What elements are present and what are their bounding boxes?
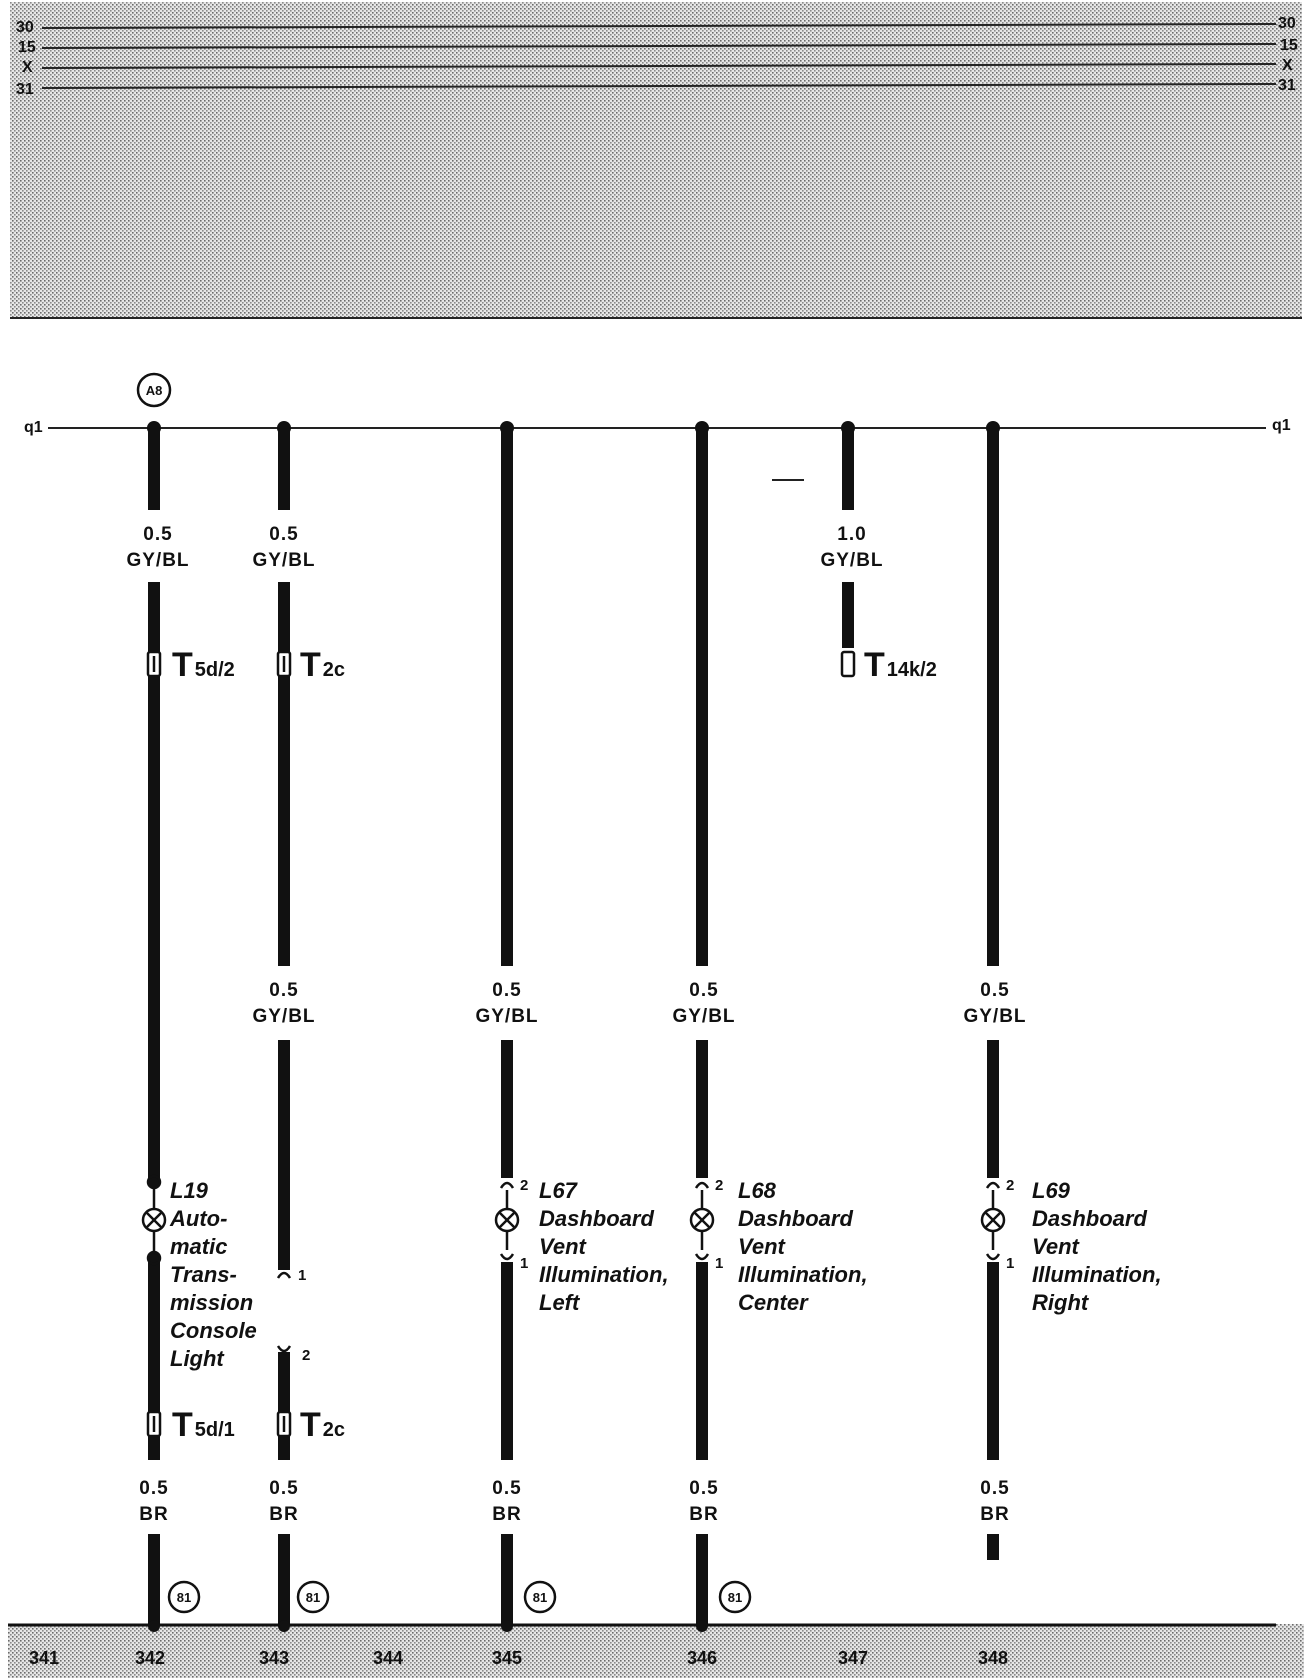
connector-t2c-bot-icon (278, 1412, 290, 1436)
track-number: 344 (372, 1648, 404, 1668)
bus-label-15-left: 15 (18, 39, 36, 56)
wire-label-color: GY/BL (252, 1006, 316, 1027)
component-labels (169, 1178, 1168, 1371)
wire-label-color: BR (269, 1504, 299, 1525)
bulb-l19-icon (143, 1176, 165, 1264)
bus-label-30-right: 30 (1278, 15, 1296, 32)
pin-number: 2 (715, 1177, 724, 1194)
pin-number: 1 (520, 1255, 529, 1272)
ground-connections (169, 1582, 750, 1612)
pin-number: 1 (1006, 1255, 1015, 1272)
bus-label-30-left: 30 (16, 19, 34, 36)
component-l67-label: L67 Dashboard Vent Illumination, Left (539, 1178, 669, 1315)
rail-label-right: q1 (1272, 417, 1291, 434)
connector-t2c-bot-label: T 2c (300, 1406, 346, 1444)
bulb-l69-icon (982, 1183, 1004, 1259)
rail-label-left: q1 (24, 419, 43, 436)
wire-label-size: 0.5 (492, 1478, 522, 1499)
connector-t5d1-icon (148, 1412, 160, 1436)
track-number: 343 (258, 1648, 290, 1668)
wire-label-color: BR (980, 1504, 1010, 1525)
bus-label-15-right: 15 (1280, 37, 1298, 54)
top-bus-panel (10, 2, 1302, 317)
connector-t5d2-icon (148, 652, 160, 676)
bus-label-x-right: X (1282, 57, 1293, 74)
pin-number: 2 (1006, 1177, 1015, 1194)
wire-label-size: 0.5 (139, 1478, 169, 1499)
track-number: 347 (837, 1648, 869, 1668)
pin-number: 1 (715, 1255, 724, 1272)
connector-t2c-top-icon (278, 652, 290, 676)
pin-number: 2 (520, 1177, 529, 1194)
bulb-l68-icon (691, 1183, 713, 1259)
connector-t2c-top-label: T 2c (300, 646, 346, 684)
ground-connection-label: 81 (727, 1590, 743, 1605)
bus-label-31-right: 31 (1278, 77, 1296, 94)
component-l68-label: L68 Dashboard Vent Illumination, Center (738, 1178, 868, 1315)
bulb-l67-icon (496, 1183, 518, 1259)
wire-label-size: 0.5 (980, 980, 1010, 1001)
t2c-pin-break-icon (278, 1273, 290, 1351)
component-l19-label: L19 Auto- matic Trans- mission Console Light (170, 1178, 257, 1371)
bottom-ground-panel (8, 1624, 1304, 1678)
wire-label-size: 0.5 (269, 524, 299, 545)
wire-label-color: GY/BL (820, 550, 884, 571)
track-number: 345 (491, 1648, 523, 1668)
wire-label-color: BR (689, 1504, 719, 1525)
wire-label-size: 0.5 (980, 1478, 1010, 1499)
pin-number: 1 (298, 1267, 307, 1284)
ground-connection-label: 81 (176, 1590, 192, 1605)
component-l69-label: L69 Dashboard Vent Illumination, Right (1032, 1178, 1162, 1315)
track-number: 342 (134, 1648, 166, 1668)
bus-label-31-left: 31 (16, 81, 34, 98)
wire-label-size: 0.5 (143, 524, 173, 545)
bus-label-x-left: X (22, 59, 33, 76)
ground-connection-label: 81 (532, 1590, 548, 1605)
connection-point-a8-label: A8 (145, 383, 163, 398)
pin-number: 2 (302, 1347, 311, 1364)
wires (154, 428, 993, 1630)
wire-label-size: 0.5 (269, 1478, 299, 1499)
wire-label-size: 1.0 (837, 524, 867, 545)
wire-label-size: 0.5 (492, 980, 522, 1001)
wire-label-color: BR (492, 1504, 522, 1525)
ground-connection-label: 81 (305, 1590, 321, 1605)
wire-label-color: GY/BL (126, 550, 190, 571)
wire-label-color: BR (139, 1504, 169, 1525)
wire-label-size: 0.5 (689, 980, 719, 1001)
wire-label-size: 0.5 (269, 980, 299, 1001)
wire-label-color: GY/BL (672, 1006, 736, 1027)
connector-t5d1-label: T 5d/1 (172, 1406, 235, 1444)
connector-t14k2-label: T 14k/2 (864, 646, 937, 684)
wire-label-color: GY/BL (963, 1006, 1027, 1027)
wire-label-size: 0.5 (689, 1478, 719, 1499)
track-number: 348 (977, 1648, 1009, 1668)
track-number: 341 (28, 1648, 60, 1668)
wire-label-color: GY/BL (475, 1006, 539, 1027)
wire-label-color: GY/BL (252, 550, 316, 571)
connector-t14k2-icon (842, 652, 854, 676)
connector-t5d2-label: T 5d/2 (172, 646, 235, 684)
track-number: 346 (686, 1648, 718, 1668)
